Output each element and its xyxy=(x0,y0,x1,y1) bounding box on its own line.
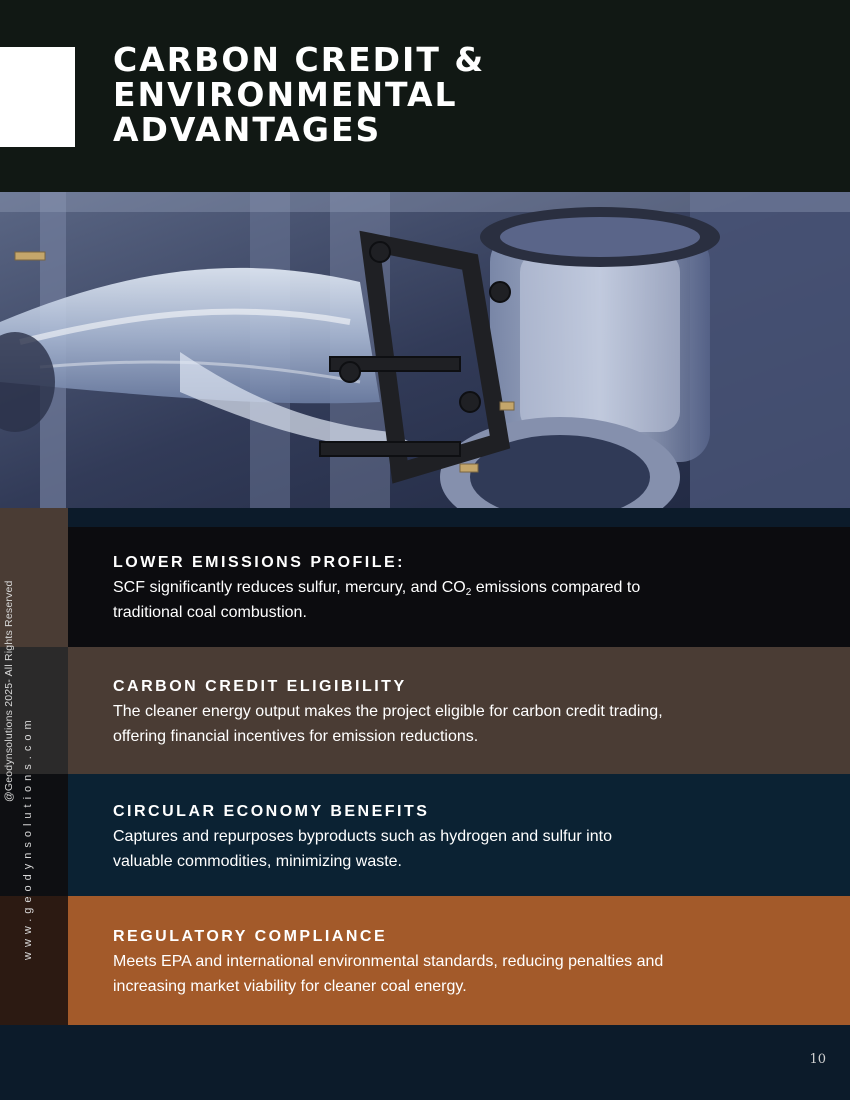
section-heading: REGULATORY COMPLIANCE xyxy=(113,928,388,945)
section-regulatory-compliance xyxy=(68,896,850,1025)
section-text: Captures and repurposes byproducts such as hydrogen and sulfur into valuable commodities, minimizing waste. xyxy=(113,828,612,870)
header-accent-block xyxy=(0,47,75,147)
section-lower-emissions xyxy=(68,527,850,647)
section-heading: CARBON CREDIT ELIGIBILITY xyxy=(113,678,407,695)
copyright-notice: @Geodynsolutions 2025- All Rights Reserved xyxy=(3,580,15,802)
section-text: The cleaner energy output makes the project eligible for carbon credit trading, offering financial incentives for emission reductions. xyxy=(113,703,663,745)
title-line-3: ADVANTAGES xyxy=(113,110,382,149)
page-number: 10 xyxy=(809,1052,826,1067)
section-carbon-credit xyxy=(68,647,850,774)
section-circular-economy xyxy=(68,774,850,896)
website-url: www.geodynsolutions.com xyxy=(22,715,34,960)
section-text: SCF significantly reduces sulfur, mercury, and $CO_2$ emissions compared to traditional coal combustion. xyxy=(113,579,641,621)
page-header xyxy=(0,0,850,192)
side-strip-segment xyxy=(0,896,68,1025)
page-title xyxy=(113,42,485,147)
subscript: 2 xyxy=(465,587,472,598)
page-footer xyxy=(0,1025,850,1100)
section-text: Meets EPA and international environmental standards, reducing penalties and increasing market viability for cleaner coal energy. xyxy=(113,953,664,995)
section-heading: LOWER EMISSIONS PROFILE: xyxy=(113,554,406,571)
title-line-2: ENVIRONMENTAL xyxy=(113,75,458,114)
hero-photo-flowing-water-pipes xyxy=(0,192,850,508)
section-heading: CIRCULAR ECONOMY BENEFITS xyxy=(113,803,430,820)
title-line-1: CARBON CREDIT & xyxy=(113,40,486,79)
